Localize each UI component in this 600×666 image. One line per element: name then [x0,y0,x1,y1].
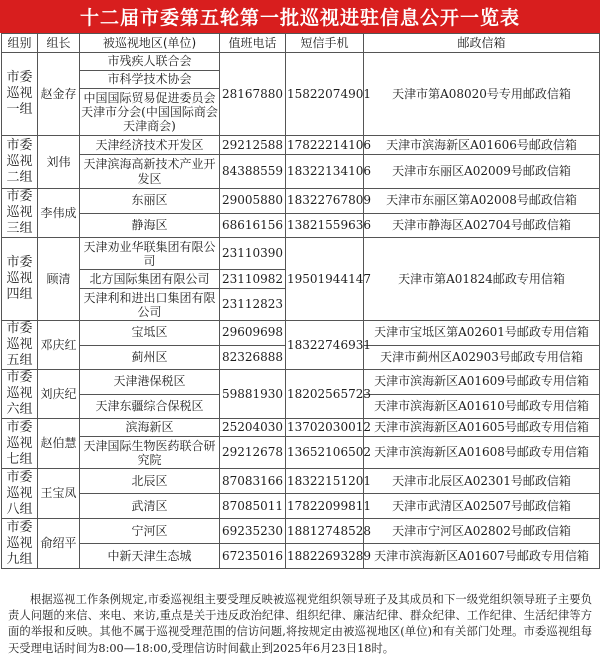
mailbox-cell: 天津市滨海新区A01606号邮政信箱 [364,136,600,155]
mailbox-cell: 天津市滨海新区A01608号邮政专用信箱 [364,437,600,469]
group-name: 市委巡视七组 [2,419,38,469]
mobile-cell: 17822099811 [286,494,364,519]
mobile-cell: 18322767809 [286,189,364,214]
table-row [2,53,600,71]
table-row [2,419,600,437]
mailbox-cell: 天津市滨海新区A01610号邮政专用信箱 [364,394,600,419]
unit-cell: 武清区 [80,494,220,519]
mobile-cell: 18202565723 [286,370,364,419]
unit-cell: 中新天津生态城 [80,544,220,569]
mailbox-cell: 天津市宝坻区第A02601号邮政专用信箱 [364,321,600,346]
phone-cell: 25204030 [220,419,286,437]
unit-cell: 市残疾人联合会 [80,53,220,71]
header-unit: 被巡视地区(单位) [80,34,220,53]
phone-cell: 87085011 [220,494,286,519]
mobile-cell: 18322746931 [286,321,364,370]
group-leader: 赵伯慧 [38,419,80,469]
unit-cell: 天津港保税区 [80,370,220,395]
mailbox-cell: 天津市滨海新区A01605号邮政专用信箱 [364,419,600,437]
header-mailbox: 邮政信箱 [364,34,600,53]
footnote: 根据巡视工作条例规定,市委巡视组主要受理反映被巡视党组织领导班子及其成员和下一级党组织领导班子主要负责人问题的来信、来电、来访,重点是关于违反政治纪律、组织纪律、廉洁纪律、群众纪律、工作纪律、生活纪律等方面的举报和反映。其他不属于巡视受理范围的信访问题,将按规定由被巡视地区(单位)和有关部门处理。市委巡视组每天受理电话时间为8:00—18:00,受理信访时间截止到2025年6月23日18时。 [8,593,592,655]
phone-cell: 29609698 [220,321,286,346]
unit-cell: 滨海新区 [80,419,220,437]
unit-cell: 静海区 [80,213,220,238]
group-leader: 王宝凤 [38,469,80,519]
phone-cell: 68616156 [220,213,286,238]
group-name: 市委巡视二组 [2,136,38,189]
table-row [2,155,600,189]
phone-cell: 23110390 [220,238,286,270]
mailbox-cell: 天津市宁河区A02802号邮政信箱 [364,519,600,544]
phone-cell: 59881930 [220,370,286,419]
group-name: 市委巡视一组 [2,53,38,136]
unit-cell: 天津经济技术开发区 [80,136,220,155]
group-leader: 顾清 [38,238,80,321]
mailbox-cell: 天津市蓟州区A02903号邮政专用信箱 [364,345,600,370]
unit-cell: 东丽区 [80,189,220,214]
mailbox-cell: 天津市北辰区A02301号邮政信箱 [364,469,600,494]
phone-cell: 28167880 [220,53,286,136]
unit-cell: 宁河区 [80,519,220,544]
table-row [2,437,600,469]
unit-cell: 天津利和进出口集团有限公司 [80,289,220,321]
unit-cell: 天津滨海高新技术产业开发区 [80,155,220,189]
group-name: 市委巡视六组 [2,370,38,419]
table-row [2,519,600,544]
mailbox-cell: 天津市武清区A02507号邮政信箱 [364,494,600,519]
table-row [2,469,600,494]
table-row [2,136,600,155]
info-table [1,33,600,569]
mailbox-cell: 天津市东丽区A02009号邮政信箱 [364,155,600,189]
mobile-cell: 19501944147 [286,238,364,321]
unit-cell: 宝坻区 [80,321,220,346]
mobile-cell: 18812748528 [286,519,364,544]
group-leader: 刘伟 [38,136,80,189]
phone-cell: 82326888 [220,345,286,370]
table-row [2,321,600,346]
mailbox-cell: 天津市滨海新区A01609号邮政专用信箱 [364,370,600,395]
mailbox-cell: 天津市第A08020号专用邮政信箱 [364,53,600,136]
phone-cell: 23110982 [220,270,286,289]
mobile-cell: 18822693289 [286,544,364,569]
unit-cell: 天津劝业华联集团有限公司 [80,238,220,270]
group-leader: 赵金存 [38,53,80,136]
phone-cell: 84388559 [220,155,286,189]
header-mobile: 短信手机 [286,34,364,53]
group-leader: 俞绍平 [38,519,80,569]
group-leader: 李伟成 [38,189,80,238]
table-row [2,238,600,270]
phone-cell: 67235016 [220,544,286,569]
unit-cell: 北辰区 [80,469,220,494]
header-group: 组别 [2,34,38,53]
mailbox-cell: 天津市第A01824邮政专用信箱 [364,238,600,321]
phone-cell: 29005880 [220,189,286,214]
unit-cell: 天津国际生物医药联合研究院 [80,437,220,469]
table-row [2,213,600,238]
mailbox-cell: 天津市东丽区第A02008号邮政信箱 [364,189,600,214]
phone-cell: 87083166 [220,469,286,494]
mailbox-cell: 天津市滨海新区A01607号邮政专用信箱 [364,544,600,569]
group-name: 市委巡视四组 [2,238,38,321]
unit-cell: 中国国际贸易促进委员会天津市分会(中国国际商会天津商会) [80,89,220,136]
group-leader: 刘庆纪 [38,370,80,419]
group-name: 市委巡视八组 [2,469,38,519]
group-name: 市委巡视五组 [2,321,38,370]
mailbox-cell: 天津市静海区A02704号邮政信箱 [364,213,600,238]
mobile-cell: 13702030012 [286,419,364,437]
group-leader: 邓庆红 [38,321,80,370]
unit-cell: 天津东疆综合保税区 [80,394,220,419]
unit-cell: 蓟州区 [80,345,220,370]
header-phone: 值班电话 [220,34,286,53]
mobile-cell: 15822074901 [286,53,364,136]
page-title: 十二届市委第五轮第一批巡视进驻信息公开一览表 [0,0,600,33]
group-name: 市委巡视九组 [2,519,38,569]
mobile-cell: 13821559636 [286,213,364,238]
phone-cell: 69235230 [220,519,286,544]
header-leader: 组长 [38,34,80,53]
table-row [2,494,600,519]
unit-cell: 市科学技术协会 [80,71,220,89]
mobile-cell: 17822214106 [286,136,364,155]
table-row [2,544,600,569]
phone-cell: 23112823 [220,289,286,321]
mobile-cell: 18322151201 [286,469,364,494]
phone-cell: 29212678 [220,437,286,469]
mobile-cell: 13652106502 [286,437,364,469]
mobile-cell: 18322134106 [286,155,364,189]
table-row [2,370,600,395]
header-row [2,34,600,53]
table-row [2,189,600,214]
phone-cell: 29212588 [220,136,286,155]
unit-cell: 北方国际集团有限公司 [80,270,220,289]
group-name: 市委巡视三组 [2,189,38,238]
